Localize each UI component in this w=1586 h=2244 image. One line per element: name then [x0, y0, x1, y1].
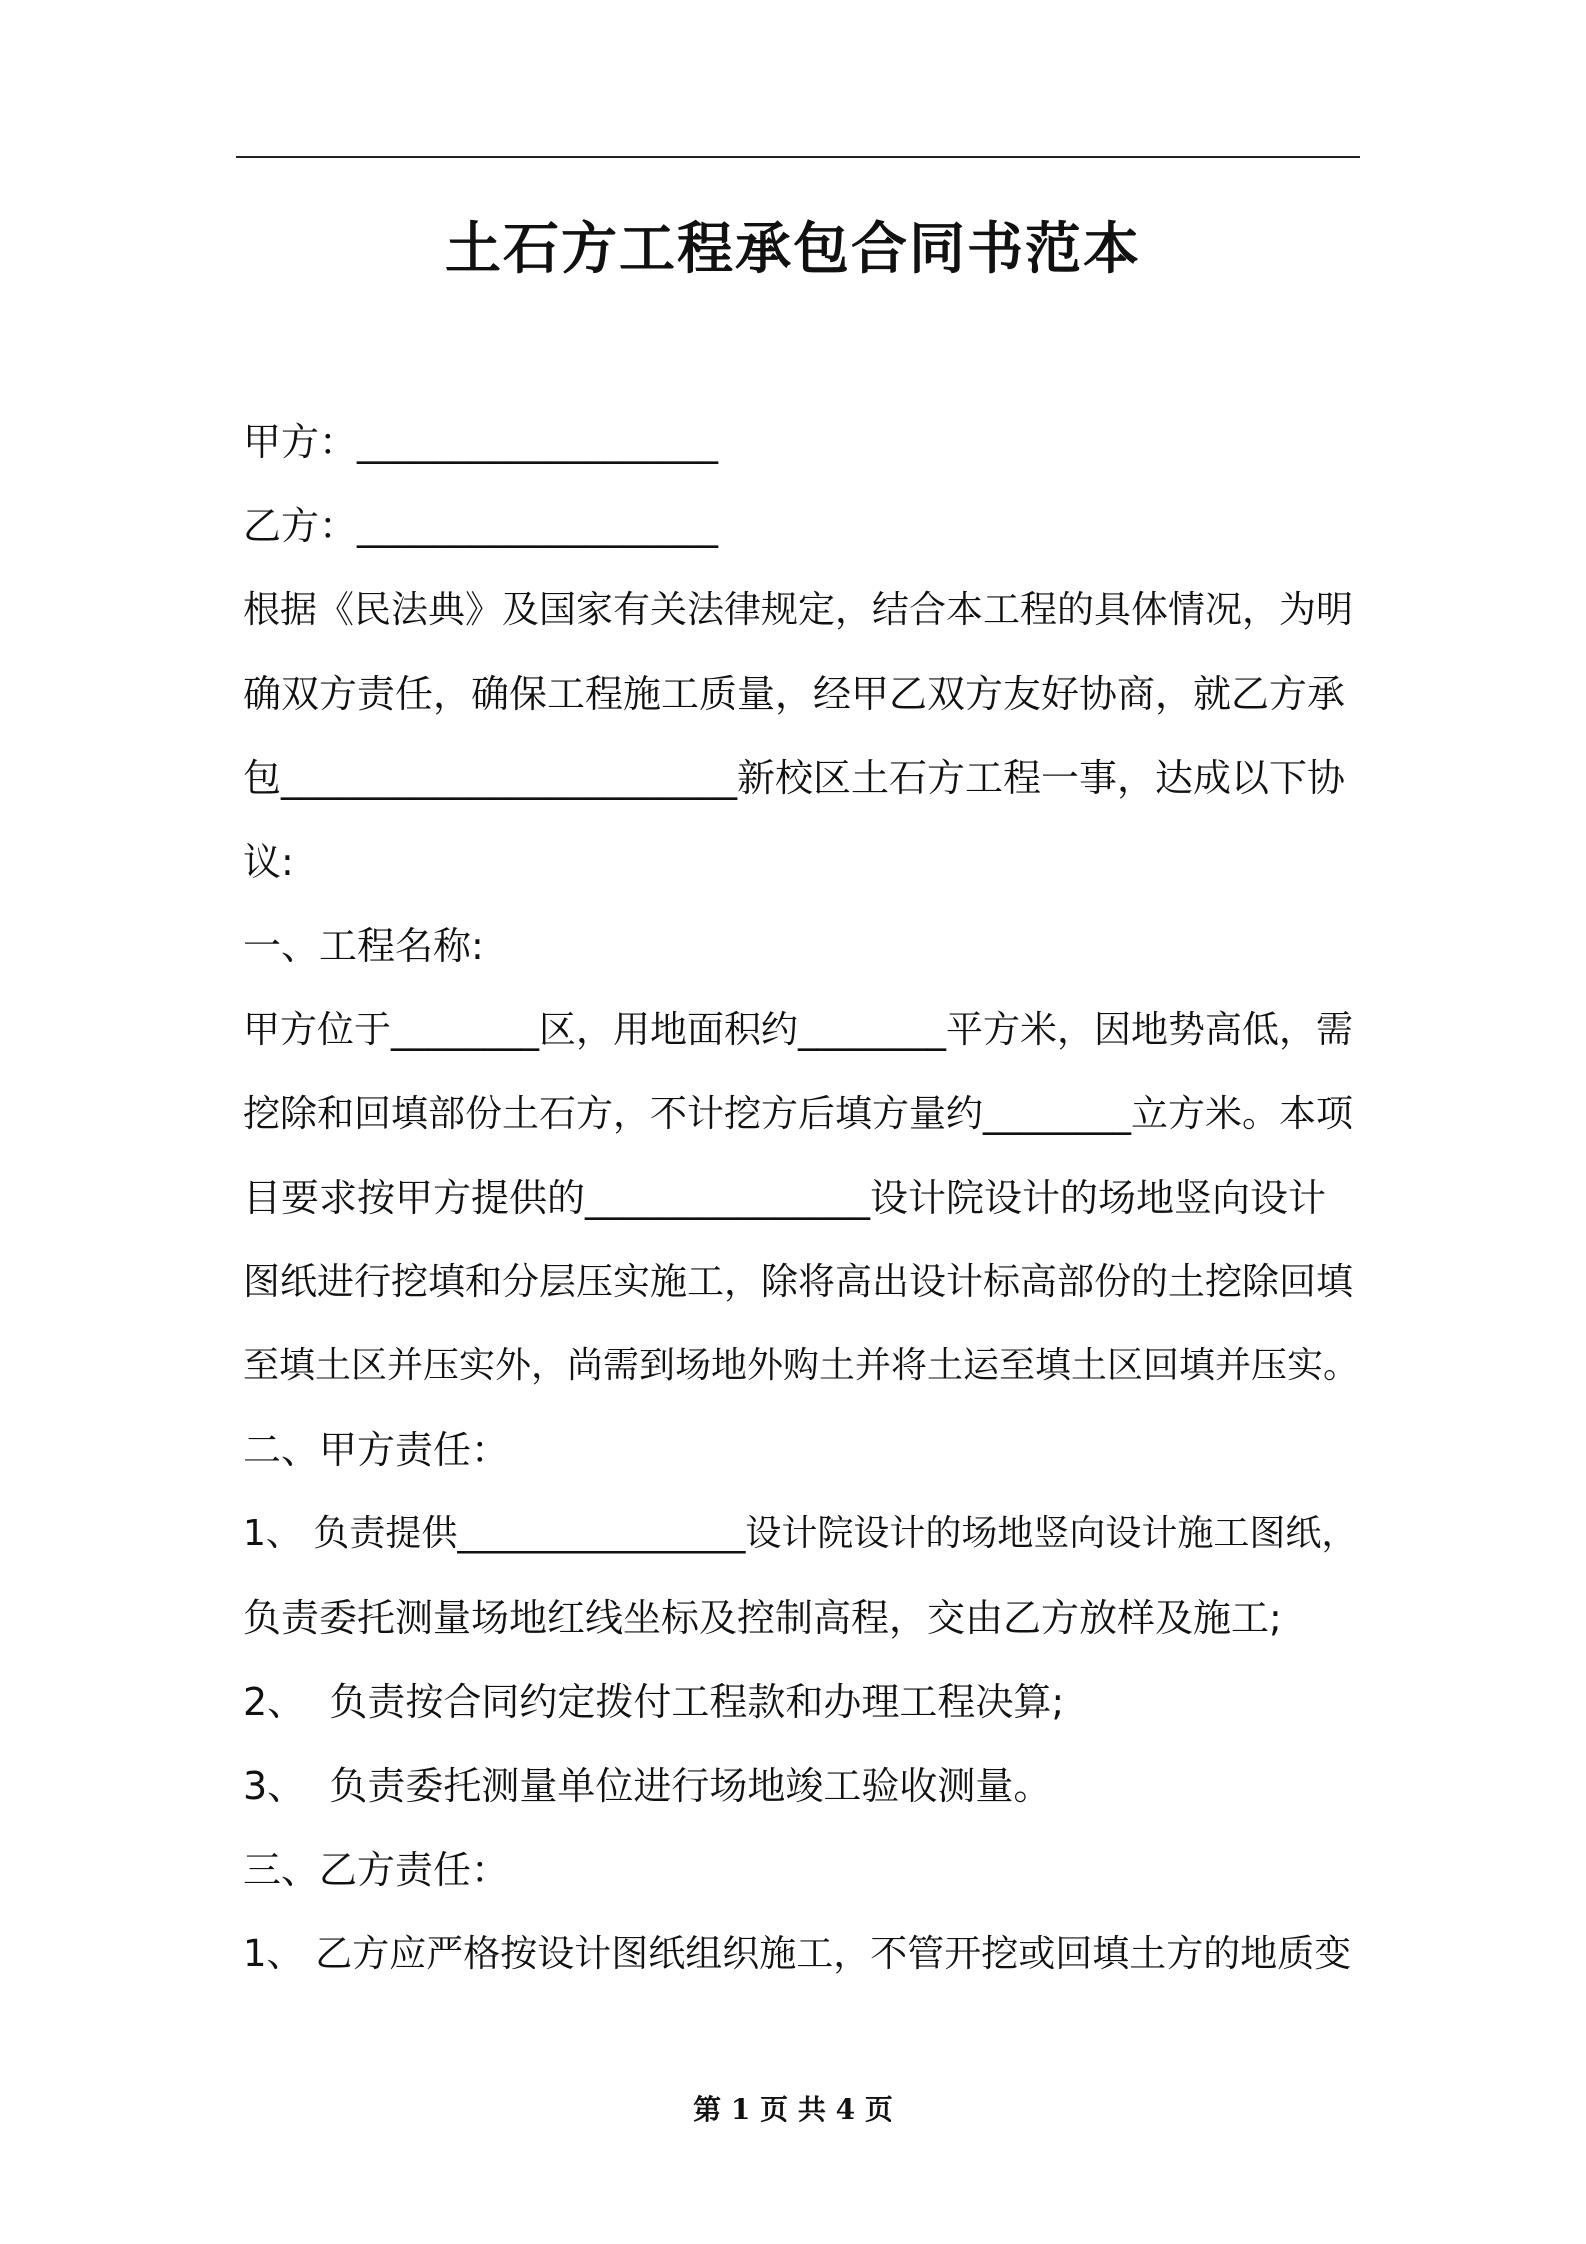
party-a-duty-2: 2、 负责按合同约定拨付工程款和办理工程决算;: [243, 1680, 1065, 1724]
document-title: 土石方工程承包合同书范本: [445, 217, 1141, 282]
preamble-line-4: 议:: [243, 840, 294, 884]
preamble-line-1: 根据《民法典》及国家有关法律规定，结合本工程的具体情况，为明: [243, 588, 1353, 631]
section-heading-project-name: 一、工程名称:: [243, 924, 484, 968]
section-heading-party-a-duties: 二、甲方责任：: [243, 1428, 510, 1472]
project-desc-line-2: 挖除和回填部份土石方，不计挖方后填方量约________立方米。本项: [243, 1092, 1353, 1135]
party-a-duty-1-line-2: 负责委托测量场地红线坐标及控制高程，交由乙方放样及施工;: [243, 1596, 1282, 1640]
preamble-line-3: 包________________________新校区土石方工程一事，达成以下协: [243, 756, 1346, 800]
header-rule: [236, 156, 1360, 158]
party-a-duty-1-line-1: 1、 负责提供________________设计院设计的场地竖向设计施工图纸，: [243, 1513, 1358, 1554]
party-a-duty-3: 3、 负责委托测量单位进行场地竣工验收测量。: [243, 1764, 1052, 1808]
page-number-footer: 第 1 页 共 4 页: [693, 2093, 893, 2126]
project-desc-line-3: 目要求按甲方提供的_______________设计院设计的场地竖向设计: [243, 1176, 1327, 1220]
document-body: [243, 400, 1363, 1996]
project-desc-line-4: 图纸进行挖填和分层压实施工，除将高出设计标高部份的土挖除回填: [243, 1260, 1353, 1303]
project-desc-line-1: 甲方位于________区，用地面积约________平方米，因地势高低，需: [243, 1008, 1353, 1051]
party-b-line: 乙方：___________________: [243, 504, 719, 548]
section-heading-party-b-duties: 三、乙方责任：: [243, 1848, 510, 1892]
party-a-line: 甲方：___________________: [243, 420, 719, 464]
party-b-duty-1-line-1: 1、 乙方应严格按设计图纸组织施工，不管开挖或回填土方的地质变: [243, 1932, 1352, 1975]
project-desc-line-5: 至填土区并压实外，尚需到场地外购土并将土运至填土区回填并压实。: [243, 1345, 1360, 1386]
preamble-line-2: 确双方责任，确保工程施工质量，经甲乙双方友好协商，就乙方承: [243, 672, 1346, 716]
